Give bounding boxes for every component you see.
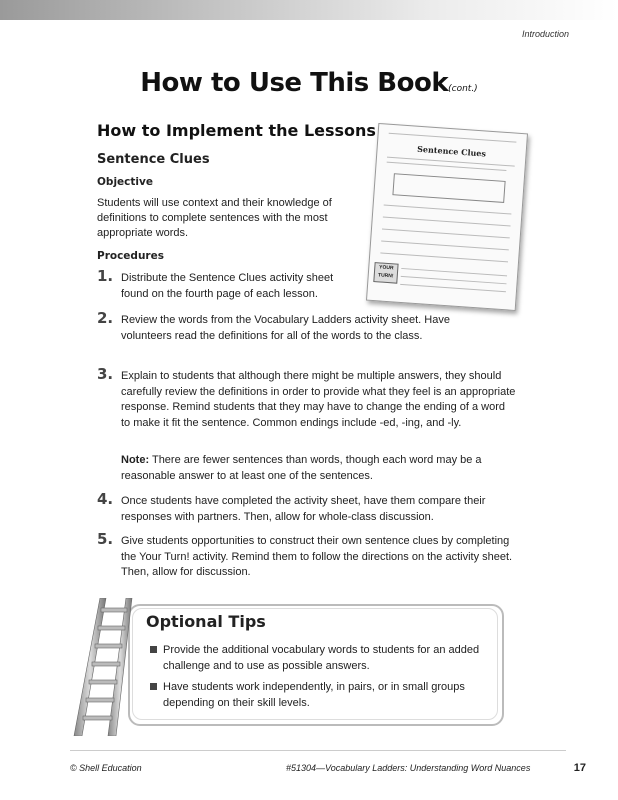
procedures-note [121, 453, 501, 484]
tip-item [150, 680, 490, 711]
procedures-label: Procedures [97, 250, 164, 262]
thumb-rule [384, 205, 512, 215]
tips-title: Optional Tips [146, 612, 266, 631]
your-turn-badge: YOUR TURN! [373, 262, 398, 284]
objective-label: Objective [97, 176, 153, 188]
thumbnail-title: Sentence Clues [416, 143, 487, 159]
thumb-rule [383, 217, 511, 227]
procedure-step [97, 490, 517, 525]
bullet-square-icon [150, 646, 157, 653]
running-header: Introduction [521, 29, 569, 39]
procedure-step [97, 365, 517, 431]
activity-sheet-thumbnail [366, 123, 528, 311]
footer-book-title: #51304—Vocabulary Ladders: Understanding Word Nuances [286, 763, 531, 773]
procedure-step [97, 267, 357, 302]
procedure-step [97, 530, 517, 581]
thumb-rule [400, 284, 506, 292]
thumb-rule [389, 133, 517, 143]
step-text: Once students have completed the activity sheet, have them compare their responses with partners. Then, allow for whole-class discussion. [121, 495, 486, 523]
thumb-rule [401, 276, 507, 284]
objective-text: Students will use context and their knowledge of definitions to complete sentences with the most appropriate words. [97, 197, 332, 239]
word-bank-box [392, 173, 505, 203]
step-number: 3. [97, 365, 114, 383]
note-text: There are fewer sentences than words, though each word may be a reasonable answer to at least one of the sentences. [121, 454, 482, 482]
thumb-rule [401, 268, 507, 276]
page-title [0, 68, 618, 98]
step-number: 2. [97, 309, 114, 327]
thumb-rule [380, 252, 508, 262]
step-number: 1. [97, 267, 114, 285]
page-title-text: How to Use This Book [140, 68, 449, 98]
ladder-icon [70, 598, 136, 736]
thumb-rule [382, 228, 510, 238]
bullet-square-icon [150, 683, 157, 690]
step-text: Give students opportunities to construct their own sentence clues by completing the Your Turn! activity. Remind them to follow the directions on the activity sheet. Then, allow for discussion. [121, 535, 513, 578]
footer-copyright: © Shell Education [70, 763, 142, 773]
thumb-rule [381, 240, 509, 250]
step-text: Distribute the Sentence Clues activity sheet found on the fourth page of each lesson. [121, 272, 334, 300]
subsection-title: Sentence Clues [97, 152, 210, 167]
step-number: 5. [97, 530, 114, 548]
section-title [97, 121, 411, 140]
page-title-cont: (cont.) [448, 84, 478, 94]
top-gradient-band [0, 0, 618, 20]
footer-divider [70, 750, 566, 751]
procedure-step [97, 309, 477, 344]
tip-text: Provide the additional vocabulary words to students for an added challenge and to use as possible answers. [163, 644, 480, 672]
step-text: Review the words from the Vocabulary Ladders activity sheet. Have volunteers read the definitions for all of the words to the class. [121, 314, 450, 342]
step-number: 4. [97, 490, 114, 508]
note-label: Note: [121, 454, 150, 466]
section-title-text: How to Implement the Lessons [97, 121, 376, 140]
page-number: 17 [573, 762, 586, 774]
tip-item [150, 643, 490, 674]
tip-text: Have students work independently, in pairs, or in small groups depending on their skill levels. [163, 681, 465, 709]
step-text: Explain to students that although there might be multiple answers, they should carefully review the definitions in order to provide what they feel is an appropriate response. Remind students that they may have to change the ending of a word to make it fit the sentence. Common endings include -ed, -ing, and -ly. [121, 370, 516, 429]
